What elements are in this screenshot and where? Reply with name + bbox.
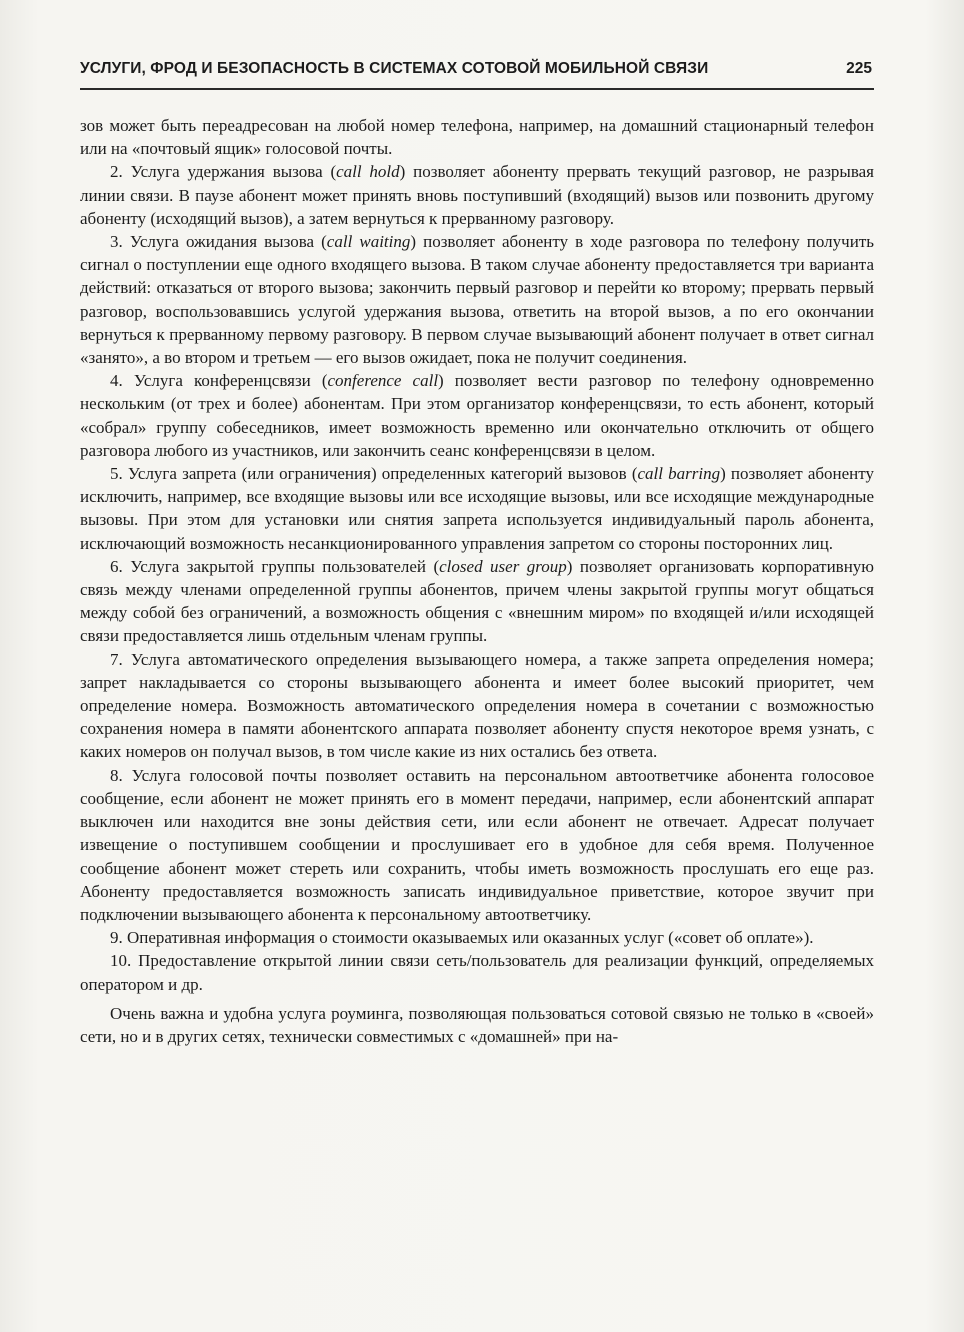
term-closed-user-group: closed user group [439, 556, 567, 576]
paragraph-caller-id: 7. Услуга автоматического определения вызывающего номера, а также запрета определения номера; запрет накладывается со стороны вызывающего абонента и имеет более высокий приоритет, чем определение номера. Возможность автоматического определения номера в сочетании с возможностью сохранения номера в памяти абонентского аппарата позволяет абоненту спустя некоторое время узнать, с каких номеров он получал вызов, в том числе какие из них остались без ответа. [80, 649, 874, 762]
running-header-title: УСЛУГИ, ФРОД И БЕЗОПАСНОСТЬ В СИСТЕМАХ СОТОВОЙ МОБИЛЬНОЙ СВЯЗИ [80, 60, 709, 77]
running-header [80, 58, 874, 90]
paragraph-conference-call: 4. Услуга конференцсвязи (conference call) позволяет вести разговор по телефону одновременно нескольким (от трех и более) абонентам. При этом организатор конференцсвязи, то есть абонент, который «собрал» группу собеседников, имеет возможность временно или окончательно отключить от общего разговора любого из участников, или закончить сеанс конференцсвязи в целом. [80, 371, 874, 460]
term-call-waiting: call waiting [326, 232, 411, 252]
paragraph-continuation: зов может быть переадресован на любой номер телефона, например, на домашний стационарный телефон или на «почтовый ящик» голосовой почты. [80, 116, 874, 159]
paragraph-cost-info: 9. Оперативная информация о стоимости оказываемых или оказанных услуг («совет об оплате»). [110, 928, 814, 948]
term-conference-call: conference call [327, 371, 439, 391]
paragraph-open-line: 10. Предоставление открытой линии связи сеть/пользователь для реализации функций, определяемых оператором и др. [80, 951, 874, 994]
body-text [80, 114, 874, 1048]
term-call-barring: call barring [637, 464, 721, 484]
paragraph-closed-user-group: 6. Услуга закрытой группы пользователей (closed user group) позволяет организовать корпоративную связь между членами определенной группы абонентов, причем члены закрытой группы могут общаться между собой без ограничений, а возможность общения с «внешним миром» по входящей и/или исходящей связи предоставляется лишь отдельным членам группы. [80, 556, 874, 646]
paragraph-call-barring: 5. Услуга запрета (или ограничения) определенных категорий вызовов (call barring) позволяет абоненту исключить, например, все входящие вызовы или все исходящие вызовы, или все исходящие международные вызовы. При этом для установки или снятия запрета используется индивидуальный пароль абонента, исключающий возможность несанкционированного управления запретом со стороны посторонних лиц. [80, 464, 874, 553]
paragraph-roaming: Очень важна и удобна услуга роуминга, позволяющая пользоваться сотовой связью не только в «своей» сети, но и в других сетях, технически совместимых с «домашней» при на- [80, 1003, 874, 1046]
page-number: 225 [846, 60, 872, 77]
paragraph-call-hold: 2. Услуга удержания вызова (call hold) позволяет абоненту прервать текущий разговор, не разрывая линии связи. В паузе абонент может принять вновь поступивший (входящий) вызов или позвонить другому абоненту (исходящий вызов), а затем вернуться к прерванному разговору. [80, 162, 874, 228]
paragraph-voice-mail: 8. Услуга голосовой почты позволяет оставить на персональном автоответчике абонента голосовое сообщение, если абонент не может принять его в момент передачи, например, если абонентский аппарат выключен или находится вне зоны действия сети, или если абонент не отвечает. Адресат получает извещение о поступившем сообщении и прослушивает его в удобное для себя время. Полученное сообщение абонент может стереть или сохранить, чтобы иметь возможность прослушать его еще раз. Абоненту предоставляется возможность записать индивидуальное приветствие, которое звучит при подключении вызывающего абонента к персональному автоответчику. [80, 765, 874, 924]
paragraph-call-waiting: 3. Услуга ожидания вызова (call waiting) позволяет абоненту в ходе разговора по телефону получить сигнал о поступлении еще одного входящего вызова. В таком случае абоненту предоставляется три варианта действий: отказаться от второго вызова; закончить первый разговор и перейти ко второму; прервать первый разговор, воспользовавшись услугой удержания вызова, ответить на второй вызов, а по его окончании вернуться к прерванному первому разговору. В первом случае вызывающий абонент получает в ответ сигнал «занято», а во втором и третьем — его вызов ожидает, пока не получит соединения. [80, 232, 874, 368]
term-call-hold: call hold [336, 162, 400, 182]
